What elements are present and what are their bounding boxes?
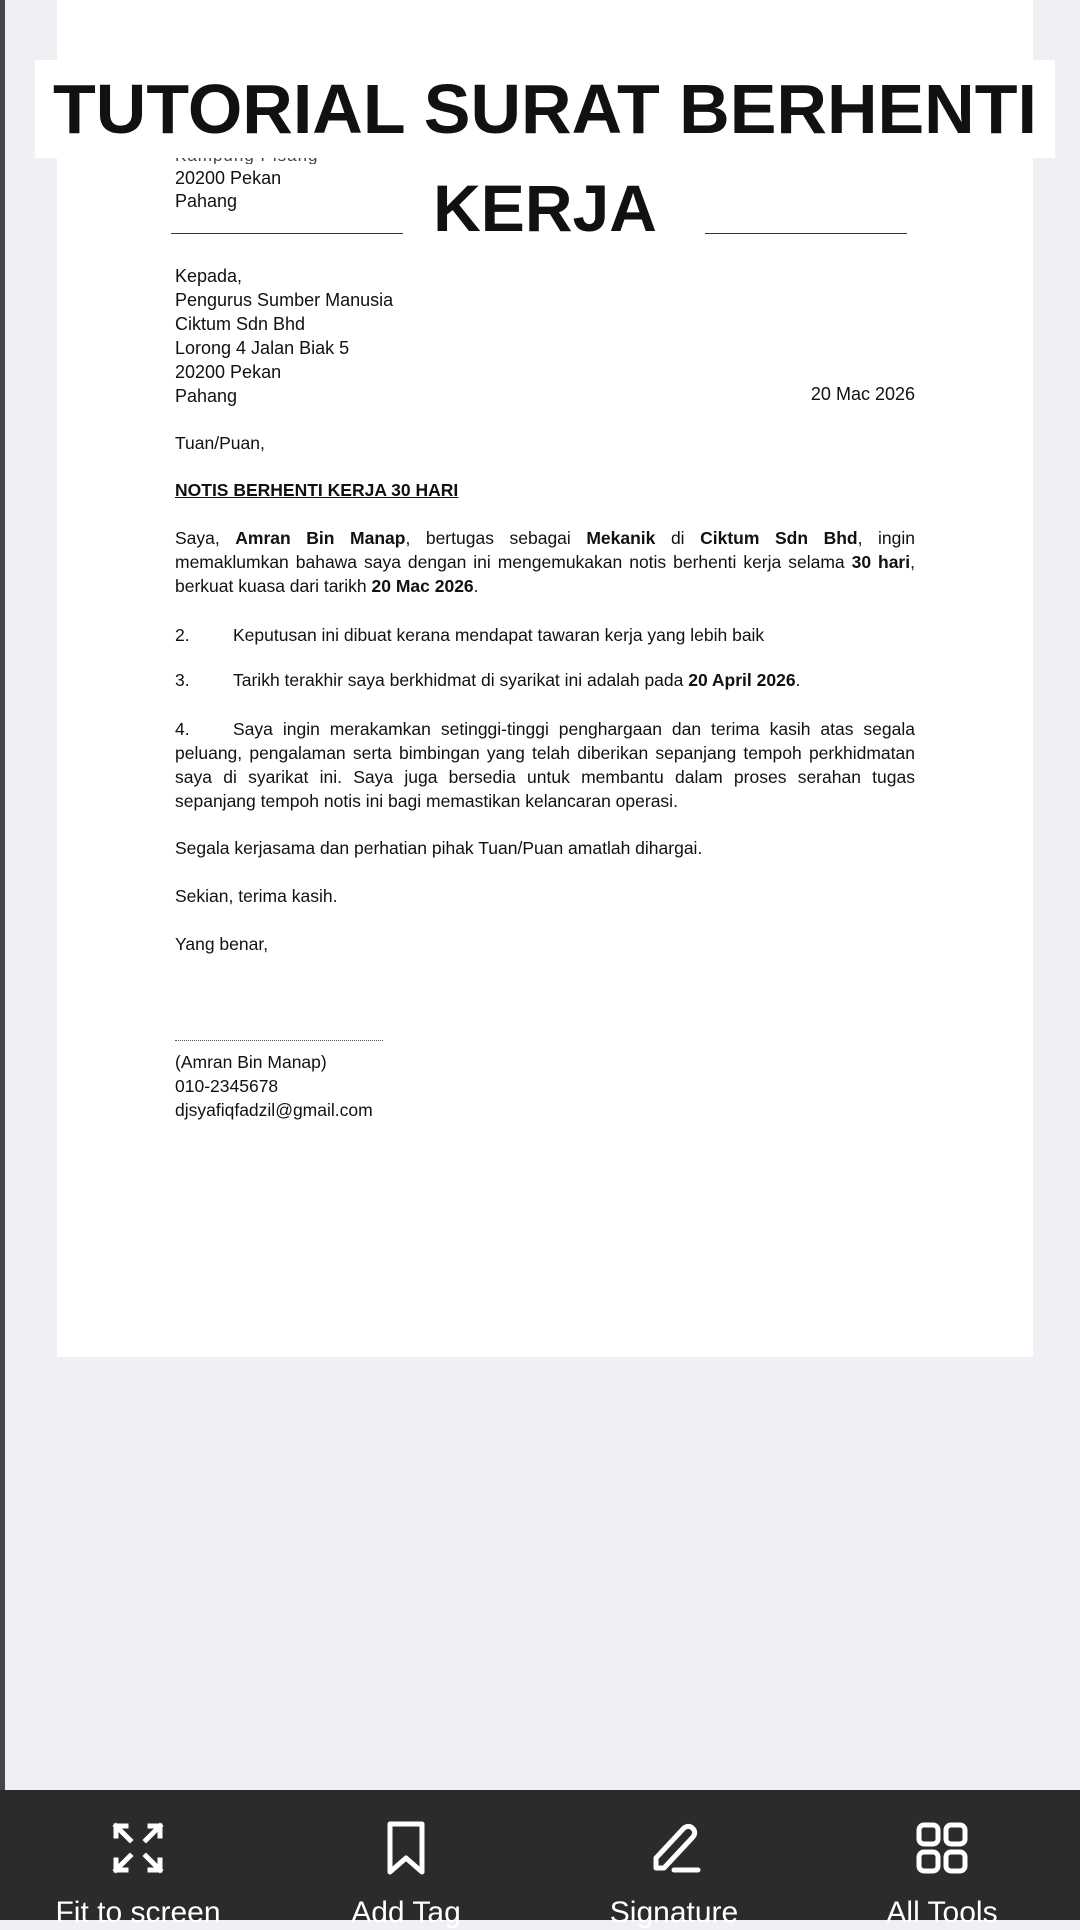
sender-line: Pahang <box>175 191 238 211</box>
employee-position: Mekanik <box>586 528 656 548</box>
paragraph-1: Saya, Amran Bin Manap, bertugas sebagai Mekanik di Ciktum Sdn Bhd, ingin memaklumkan bahawa saya dengan ini mengemukakan notis berhenti kerja selama 30 hari, berkuat kuasa dari tarikh 20 Mac 2026. <box>175 528 915 596</box>
bottom-toolbar <box>0 1790 1080 1929</box>
signer-email: djsyafiqfadzil@gmail.com <box>175 1100 373 1120</box>
employee-name: Amran Bin Manap <box>235 528 406 548</box>
signature-line <box>175 1040 383 1041</box>
recipient-line: Pengurus Sumber Manusia <box>175 290 394 310</box>
company-name: Ciktum Sdn Bhd <box>700 528 858 548</box>
toolbar-label: Fit to screen <box>55 1896 221 1929</box>
sender-line: 20200 Pekan <box>175 168 282 188</box>
recipient-line: Ciktum Sdn Bhd <box>175 314 306 334</box>
tutorial-title-line2: KERJA <box>415 159 675 257</box>
grid-icon <box>912 1818 972 1878</box>
toolbar-label: All Tools <box>886 1896 998 1929</box>
toolbar-label: Signature <box>609 1896 739 1929</box>
signer-name: (Amran Bin Manap) <box>175 1052 327 1072</box>
closing-sincerely: Yang benar, <box>175 934 269 954</box>
pen-icon <box>644 1818 704 1878</box>
paragraph-4 <box>175 717 915 813</box>
salutation: Tuan/Puan, <box>175 433 265 453</box>
recipient-address <box>175 264 393 408</box>
tutorial-title-line1: TUTORIAL SURAT BERHENTI <box>35 60 1055 158</box>
recipient-line: 20200 Pekan <box>175 362 282 382</box>
recipient-line: Pahang <box>175 386 238 406</box>
paragraph-number: 4. <box>175 719 190 739</box>
letter-date: 20 Mac 2026 <box>810 384 915 404</box>
bookmark-icon <box>376 1818 436 1878</box>
add-tag-button[interactable] <box>296 1790 516 1929</box>
paragraph-text: Keputusan ini dibuat kerana mendapat tawaran kerja yang lebih baik <box>233 625 765 645</box>
toolbar-label: Add Tag <box>351 1896 461 1929</box>
last-working-date: 20 April 2026 <box>688 670 796 690</box>
effective-date: 20 Mac 2026 <box>371 576 474 596</box>
tutorial-title <box>5 60 1080 257</box>
paragraph-2 <box>175 623 915 647</box>
closing-thanks: Sekian, terima kasih. <box>175 886 338 906</box>
signer-phone: 010-2345678 <box>175 1076 279 1096</box>
fit-to-screen-button[interactable] <box>28 1790 248 1929</box>
notice-period: 30 hari <box>851 552 911 572</box>
paragraph-number: 3. <box>175 670 190 690</box>
recipient-line: Lorong 4 Jalan Biak 5 <box>175 338 350 358</box>
paragraph-text: Saya ingin merakamkan setinggi-tinggi penghargaan dan terima kasih atas segala peluang, pengalaman serta bimbingan yang telah diberikan sepanjang tempoh perkhidmatan saya di syarikat ini. Saya juga bersedia untuk membantu dalam proses serahan tugas sepanjang tempoh notis ini bagi memastikan kelancaran operasi. <box>175 719 915 811</box>
signature-button[interactable] <box>564 1790 784 1929</box>
paragraph-number: 2. <box>175 625 190 645</box>
letter-subject: NOTIS BERHENTI KERJA 30 HARI <box>175 480 459 500</box>
fit-to-screen-icon <box>108 1818 168 1878</box>
all-tools-button[interactable] <box>832 1790 1052 1929</box>
paragraph-text: Tarikh terakhir saya berkhidmat di syarikat ini adalah pada 20 April 2026. <box>233 670 801 690</box>
paragraph-3 <box>175 668 915 692</box>
closing-appreciation: Segala kerjasama dan perhatian pihak Tuan/Puan amatlah dihargai. <box>175 838 703 858</box>
recipient-line: Kepada, <box>175 266 243 286</box>
